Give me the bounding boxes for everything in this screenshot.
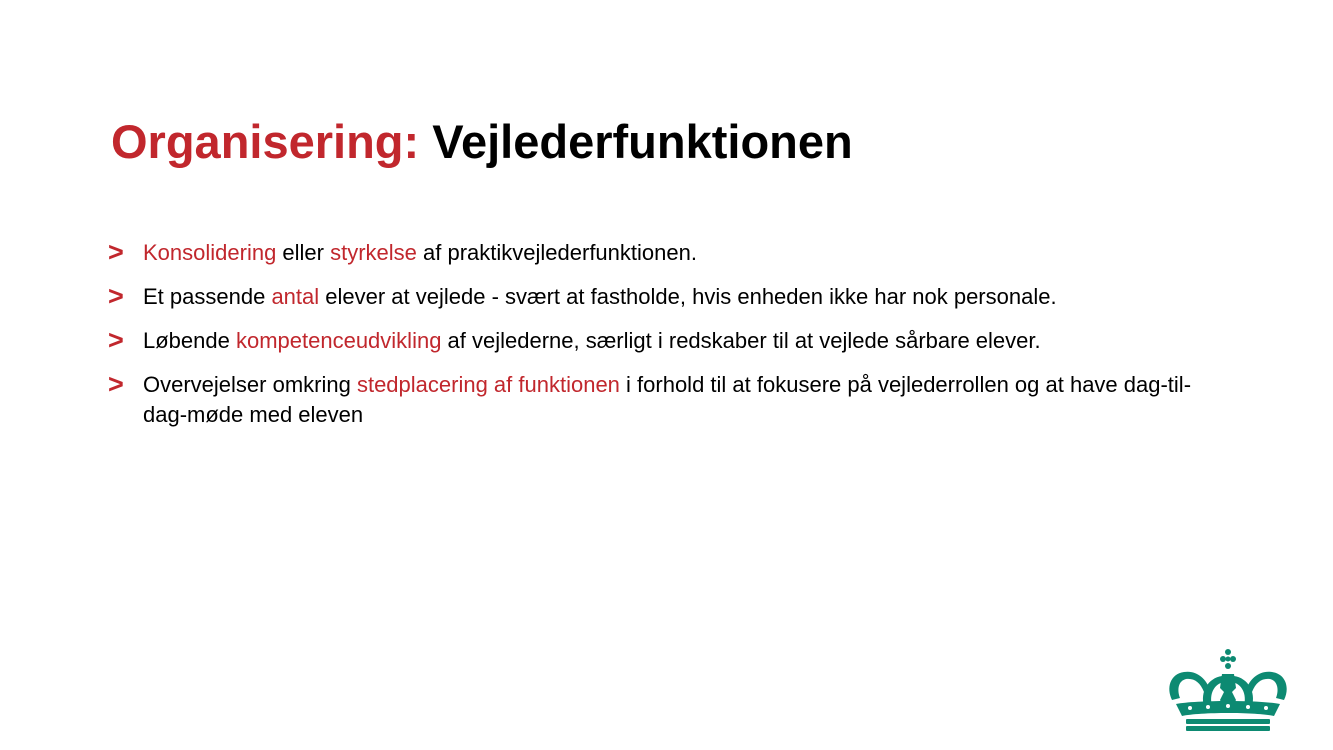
bullet-item-competence-development <box>108 326 1228 356</box>
highlight-term: Konsolidering <box>143 240 277 265</box>
slide-title <box>111 112 853 172</box>
chevron-right-icon: > <box>108 237 124 267</box>
bullet-item-consolidation <box>108 238 1228 268</box>
bullet-text: af praktikvejlederfunktionen. <box>416 240 697 265</box>
bullet-text: i forhold til at fokusere på vejlederrollen og at have dag-til-dag-møde med eleven <box>143 372 1192 427</box>
bullet-text: elever at vejlede - svært at fastholde, hvis enheden ikke har nok personale. <box>319 284 1057 309</box>
crown-icon <box>1166 648 1290 732</box>
bullet-item-number-of-students <box>108 282 1228 312</box>
bullet-text: eller <box>276 240 331 265</box>
highlight-term: stedplacering af funktionen <box>356 372 620 397</box>
bullet-list <box>108 238 1228 444</box>
chevron-right-icon: > <box>108 369 124 399</box>
bullet-text: af vejlederne, særligt i redskaber til at vejlede sårbare elever. <box>441 328 1041 353</box>
highlight-term: styrkelse <box>330 240 417 265</box>
bullet-text: Et passende <box>143 284 272 309</box>
highlight-term: kompetenceudvikling <box>235 328 442 353</box>
bullet-text: Overvejelser omkring <box>143 372 357 397</box>
chevron-right-icon: > <box>108 281 124 311</box>
chevron-right-icon: > <box>108 325 124 355</box>
title-main: Vejlederfunktionen <box>432 115 853 168</box>
highlight-term: antal <box>271 284 320 309</box>
bullet-item-placement <box>108 370 1228 430</box>
bullet-text: Løbende <box>143 328 236 353</box>
title-prefix: Organisering: <box>111 115 420 168</box>
